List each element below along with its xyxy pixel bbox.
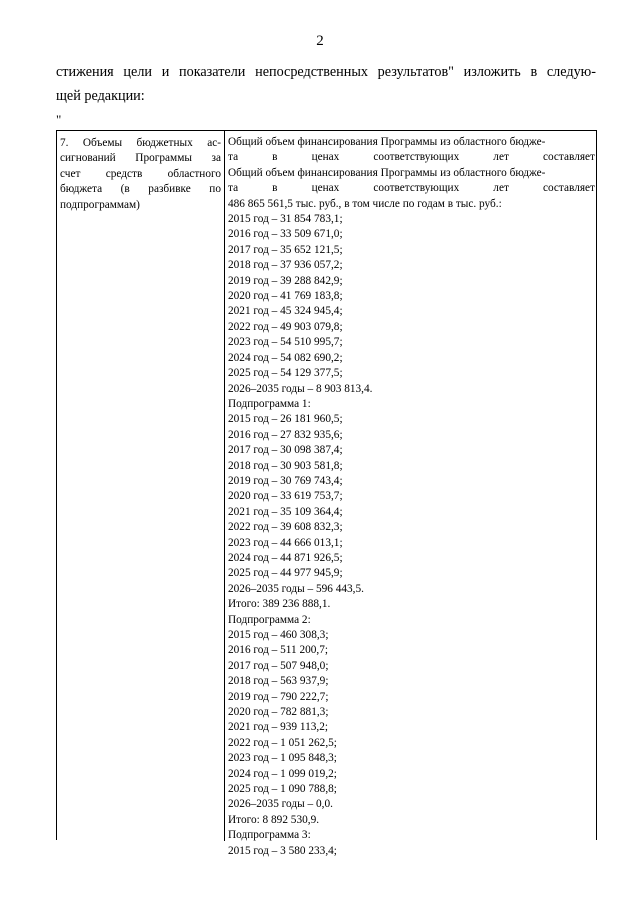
right-cell-line: 2015 год – 31 854 783,1;	[228, 213, 343, 226]
right-cell-line: 2016 год – 511 200,7;	[228, 644, 329, 657]
right-cell-line: 2020 год – 41 769 183,8;	[228, 290, 343, 303]
right-cell-line: 2024 год – 1 099 019,2;	[228, 767, 337, 780]
right-cell-line: Подпрограмма 2:	[228, 613, 311, 626]
right-cell-line: Подпрограмма 1:	[228, 397, 311, 410]
right-cell-line: та в ценах соответствующих лет составляет	[228, 151, 595, 164]
right-cell-line: 2020 год – 782 881,3;	[228, 706, 329, 719]
intro-line-1: стижения цели и показатели непосредственных результатов" изложить в следую-	[56, 64, 596, 80]
right-cell-line: 486 865 561,5 тыс. руб., в том числе по годам в тыс. руб.:	[228, 197, 502, 210]
right-cell-line: Общий объем финансирования Программы из областного бюдже-	[228, 166, 546, 179]
left-cell-line: счет средств областного	[60, 167, 221, 180]
right-cell-line: 2018 год – 563 937,9;	[228, 675, 329, 688]
right-cell-line: 2017 год – 507 948,0;	[228, 659, 329, 672]
right-cell-line: 2025 год – 44 977 945,9;	[228, 567, 343, 580]
right-cell-line: 2021 год – 939 113,2;	[228, 721, 329, 734]
right-cell-line: 2021 год – 45 324 945,4;	[228, 305, 343, 318]
right-cell-line: 2025 год – 54 129 377,5;	[228, 367, 343, 380]
right-cell-line: 2017 год – 30 098 387,4;	[228, 444, 343, 457]
right-cell-line: 2022 год – 1 051 262,5;	[228, 736, 337, 749]
right-cell-line: 2018 год – 37 936 057,2;	[228, 259, 343, 272]
table-right-cell	[228, 135, 595, 859]
left-cell-line: подпрограммам)	[60, 198, 140, 211]
right-cell-line: 2026–2035 годы – 596 443,5.	[228, 582, 364, 595]
right-cell-line: 2026–2035 годы – 0,0.	[228, 798, 333, 811]
right-cell-line: 2015 год – 460 308,3;	[228, 629, 329, 641]
right-cell-line: 2019 год – 790 222,7;	[228, 690, 329, 703]
opening-quote: "	[56, 112, 62, 127]
right-cell-line: 2019 год – 30 769 743,4;	[228, 474, 343, 487]
right-cell-line: 2023 год – 1 095 848,3;	[228, 752, 337, 765]
right-cell-line: Итого: 8 892 530,9.	[228, 813, 320, 826]
intro-line-2: щей редакции:	[56, 88, 145, 104]
right-cell-line: 2023 год – 54 510 995,7;	[228, 336, 343, 349]
right-cell-line: Итого: 389 236 888,1.	[228, 598, 331, 611]
right-cell-line: 2020 год – 33 619 753,7;	[228, 490, 343, 503]
right-cell-line: Общий объем финансирования Программы из областного бюдже-	[228, 136, 546, 148]
right-cell-line: 2017 год – 35 652 121,5;	[228, 243, 343, 256]
left-cell-line: сигнований Программы за	[60, 152, 221, 165]
right-cell-line: 2021 год – 35 109 364,4;	[228, 505, 343, 518]
right-cell-line: 2019 год – 39 288 842,9;	[228, 274, 343, 287]
right-cell-line: 2016 год – 33 509 671,0;	[228, 228, 343, 241]
right-cell-line: 2023 год – 44 666 013,1;	[228, 536, 343, 549]
right-cell-line: та в ценах соответствующих лет составляет	[228, 182, 595, 195]
left-cell-line: бюджета (в разбивке по	[60, 183, 221, 196]
right-cell-line: 2026–2035 годы – 8 903 813,4.	[228, 382, 373, 395]
table-left-cell	[60, 136, 221, 213]
right-cell-line: 2025 год – 1 090 788,8;	[228, 783, 337, 796]
right-cell-line: 2015 год – 26 181 960,5;	[228, 413, 343, 426]
budget-table	[56, 130, 597, 857]
right-cell-line: Подпрограмма 3:	[228, 829, 311, 842]
right-cell-line: 2018 год – 30 903 581,8;	[228, 459, 343, 472]
right-cell-line: 2024 год – 44 871 926,5;	[228, 551, 343, 564]
column-divider	[224, 131, 225, 841]
right-cell-line: 2016 год – 27 832 935,6;	[228, 428, 343, 441]
left-cell-line: 7. Объемы бюджетных ас-	[60, 137, 221, 149]
right-cell-line: 2015 год – 3 580 233,4;	[228, 844, 337, 857]
right-cell-line: 2024 год – 54 082 690,2;	[228, 351, 343, 364]
right-cell-line: 2022 год – 39 608 832,3;	[228, 521, 343, 534]
right-cell-line: 2022 год – 49 903 079,8;	[228, 320, 343, 333]
page-number: 2	[316, 33, 324, 49]
